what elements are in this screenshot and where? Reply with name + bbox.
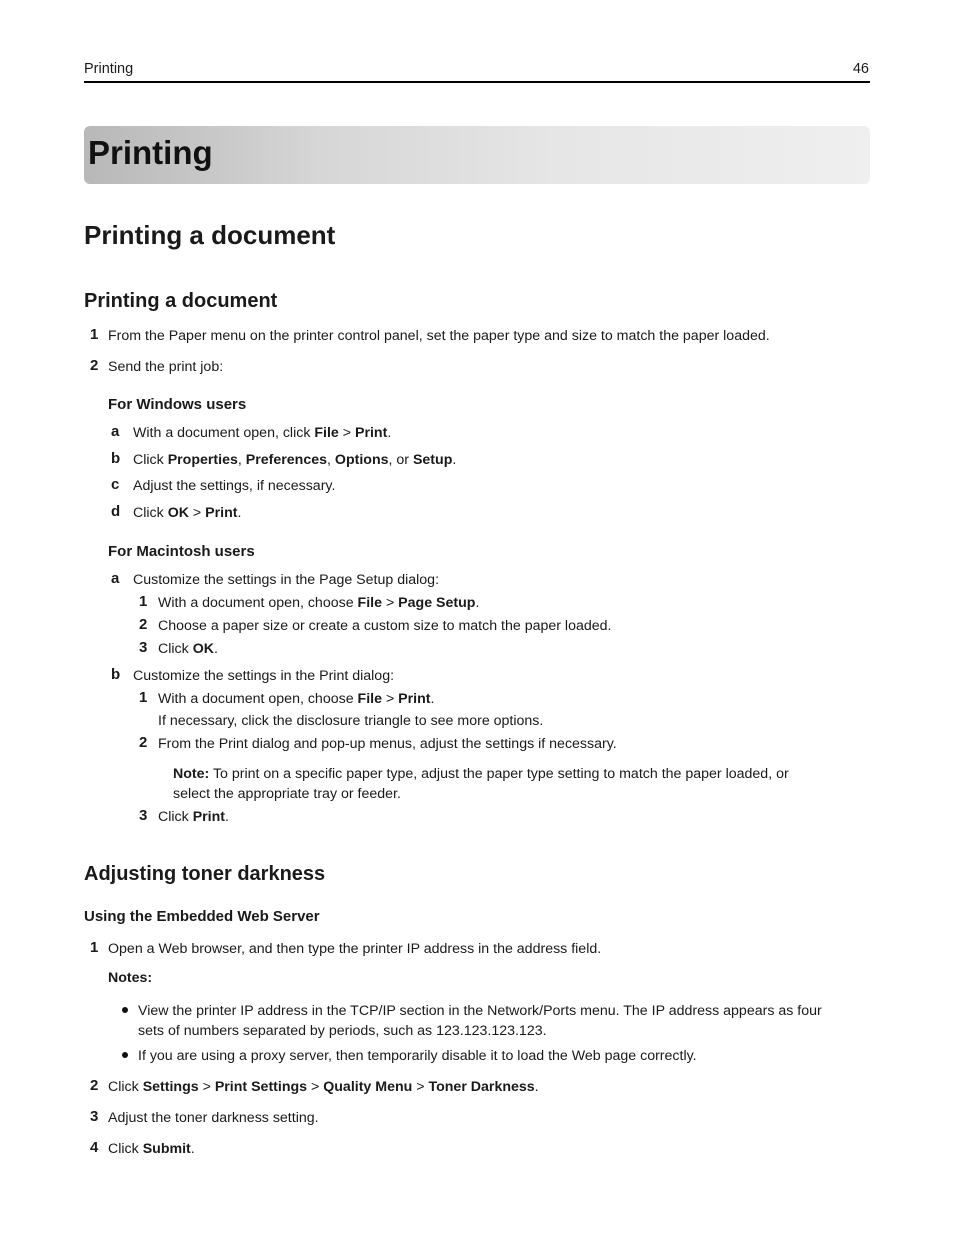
substep-text: Click OK > Print. <box>133 505 242 521</box>
step-text: Adjust the toner darkness setting. <box>108 1110 319 1126</box>
section-title: Printing a document <box>84 220 336 250</box>
note-line-1: View the printer IP address in the TCP/IP section in the Network/Ports menu. The IP address appears as four <box>138 1003 822 1019</box>
substep-letter: c <box>111 476 120 493</box>
step-number: 1 <box>90 939 99 956</box>
step-number: 4 <box>90 1139 99 1156</box>
subsection-title-printing: Printing a document <box>84 290 278 312</box>
substep-letter: a <box>111 423 120 440</box>
substep-text: Customize the settings in the Page Setup dialog: <box>133 572 440 588</box>
step-text: Send the print job: <box>108 359 224 375</box>
nested-step-text: Choose a paper size or create a custom size to match the paper loaded. <box>158 618 612 634</box>
subsection-title-toner: Adjusting toner darkness <box>84 863 326 885</box>
step-text: From the Paper menu on the printer control panel, set the paper type and size to match the paper loaded. <box>108 328 770 344</box>
substep-text: Adjust the settings, if necessary. <box>133 478 336 494</box>
step-text: Click Settings > Print Settings > Quality Menu > Toner Darkness. <box>108 1079 539 1095</box>
step-number: 2 <box>90 1077 99 1094</box>
nested-step-number: 2 <box>139 734 148 751</box>
windows-users-heading: For Windows users <box>108 396 247 413</box>
step-text: Click Submit. <box>108 1141 195 1157</box>
running-header-section: Printing <box>84 61 134 77</box>
nested-step-number: 1 <box>139 689 148 706</box>
nested-step-text: With a document open, choose File > Page Setup. <box>158 595 480 611</box>
notes-label: Notes: <box>108 970 153 986</box>
ews-heading: Using the Embedded Web Server <box>84 908 320 925</box>
substep-text: With a document open, click File > Print. <box>133 425 392 441</box>
nested-step-number: 2 <box>139 616 148 633</box>
substep-letter: b <box>111 666 121 683</box>
substep-letter: b <box>111 450 121 467</box>
macintosh-users-heading: For Macintosh users <box>108 543 255 560</box>
bullet-icon <box>122 1052 128 1058</box>
substep-letter: a <box>111 570 120 587</box>
page-number: 46 <box>852 61 869 77</box>
step-number: 1 <box>90 326 99 343</box>
nested-step-number: 3 <box>139 639 148 656</box>
nested-step-text: Click Print. <box>158 809 229 825</box>
substep-letter: d <box>111 503 121 520</box>
note-line-1: Note: To print on a specific paper type, adjust the paper type setting to match the paper loaded, or <box>173 766 789 782</box>
nested-step-text: Click OK. <box>158 641 218 657</box>
note-text: If you are using a proxy server, then temporarily disable it to load the Web page correctly. <box>138 1048 697 1064</box>
substep-text: Click Properties, Preferences, Options, or Setup. <box>133 452 457 468</box>
substep-text: Customize the settings in the Print dialog: <box>133 668 395 684</box>
note-line-2: sets of numbers separated by periods, such as 123.123.123.123. <box>138 1023 547 1039</box>
nested-step-extra: If necessary, click the disclosure triangle to see more options. <box>158 713 544 729</box>
chapter-title: Printing <box>88 134 213 171</box>
nested-step-text: With a document open, choose File > Print. <box>158 691 435 707</box>
nested-step-number: 1 <box>139 593 148 610</box>
step-number: 3 <box>90 1108 99 1125</box>
bullet-icon <box>122 1007 128 1013</box>
step-text: Open a Web browser, and then type the printer IP address in the address field. <box>108 941 602 957</box>
note-line-2: select the appropriate tray or feeder. <box>173 786 401 802</box>
header-rule <box>84 81 870 83</box>
nested-step-text: From the Print dialog and pop-up menus, adjust the settings if necessary. <box>158 736 617 752</box>
step-number: 2 <box>90 357 99 374</box>
nested-step-number: 3 <box>139 807 148 824</box>
